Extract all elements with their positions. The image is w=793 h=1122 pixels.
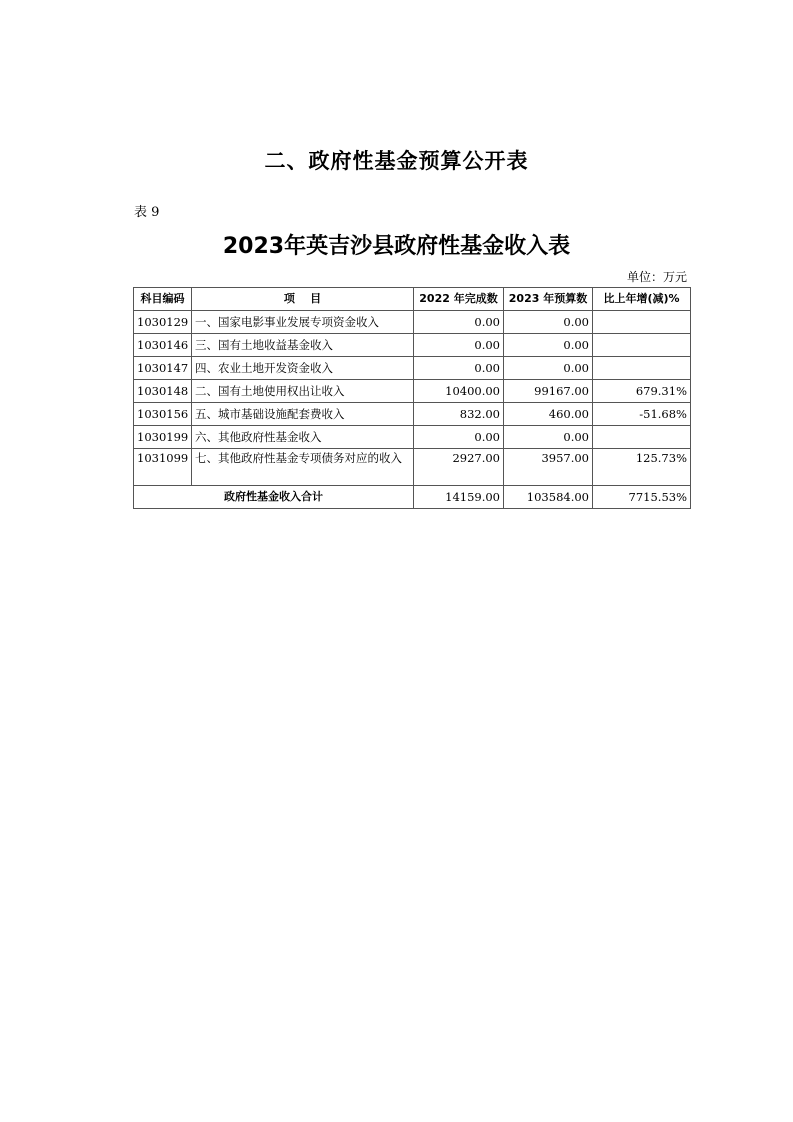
row-budget-2023: 0.00 [504,311,593,334]
row-item: 一、国家电影事业发展专项资金收入 [192,311,414,334]
table-title: 2023年英吉沙县政府性基金收入表 [222,234,571,259]
row-actual-2022: 0.00 [414,334,504,357]
row-actual-2022: 0.00 [414,311,504,334]
row-item: 七、其他政府性基金专项债务对应的收入 [192,449,414,486]
total-budget-2023: 103584.00 [504,486,593,509]
row-actual-2022: 832.00 [414,403,504,426]
row-code: 1030148 [134,380,192,403]
row-change [593,311,691,334]
row-item: 五、城市基础设施配套费收入 [192,403,414,426]
row-code: 1030129 [134,311,192,334]
table-row [134,380,691,403]
row-actual-2022: 0.00 [414,426,504,449]
row-code: 1030156 [134,403,192,426]
table-row [134,449,691,486]
total-actual-2022: 14159.00 [414,486,504,509]
row-code: 1030146 [134,334,192,357]
header-item: 项 目 [192,288,414,311]
table-row [134,334,691,357]
row-item: 六、其他政府性基金收入 [192,426,414,449]
table-row [134,357,691,380]
fund-income-table [133,287,691,509]
row-code: 1031099 [134,449,192,486]
header-code: 科目编码 [134,288,192,311]
row-change [593,357,691,380]
row-budget-2023: 99167.00 [504,380,593,403]
row-budget-2023: 3957.00 [504,449,593,486]
row-change [593,334,691,357]
row-code: 1030199 [134,426,192,449]
row-change: 679.31% [593,380,691,403]
row-budget-2023: 0.00 [504,426,593,449]
row-actual-2022: 2927.00 [414,449,504,486]
row-change [593,426,691,449]
row-budget-2023: 0.00 [504,357,593,380]
row-item: 二、国有土地使用权出让收入 [192,380,414,403]
row-item: 三、国有土地收益基金收入 [192,334,414,357]
row-actual-2022: 10400.00 [414,380,504,403]
total-change: 7715.53% [593,486,691,509]
header-change: 比上年增(减)% [593,288,691,311]
total-label: 政府性基金收入合计 [134,486,414,509]
unit-label: 单位：万元 [626,270,687,284]
table-header-row [134,288,691,311]
table-row [134,311,691,334]
row-budget-2023: 0.00 [504,334,593,357]
table-row [134,403,691,426]
table-number: 表 9 [134,205,160,220]
row-code: 1030147 [134,357,192,380]
row-change: -51.68% [593,403,691,426]
row-budget-2023: 460.00 [504,403,593,426]
row-change: 125.73% [593,449,691,486]
header-actual-2022: 2022 年完成数 [414,288,504,311]
section-title: 二、政府性基金预算公开表 [264,149,529,173]
header-budget-2023: 2023 年预算数 [504,288,593,311]
row-actual-2022: 0.00 [414,357,504,380]
row-item: 四、农业土地开发资金收入 [192,357,414,380]
total-row [134,486,691,509]
table-row [134,426,691,449]
